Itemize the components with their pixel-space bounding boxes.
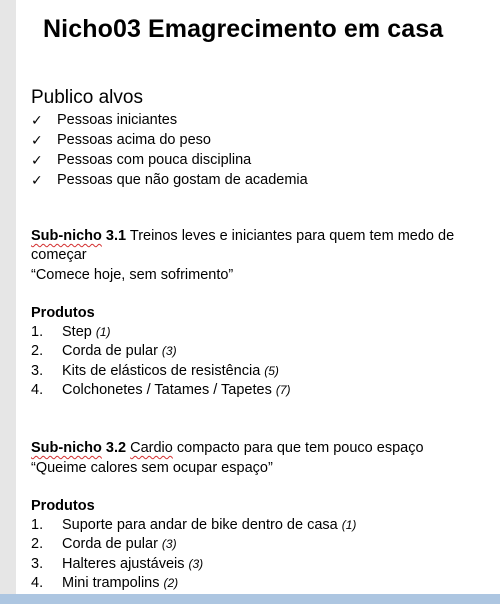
product-name: Mini trampolins (62, 575, 160, 592)
list-item (31, 516, 356, 535)
list-number: 2. (31, 536, 44, 553)
product-qty: (7) (275, 383, 291, 398)
subniche-number: 3.1 (105, 228, 127, 244)
subniche-description-rest: compacto para que tem pouco espaço (176, 440, 424, 456)
list-number: 2. (31, 343, 44, 360)
product-name: Colchonetes / Tatames / Tapetes (62, 382, 272, 399)
left-page-margin (0, 0, 16, 604)
checkmark-icon: ✓ (31, 112, 43, 128)
product-name: Corda de pular (62, 536, 158, 553)
publico-alvos-list (31, 110, 308, 190)
list-item (31, 150, 308, 170)
subniche-3-1-description-cont: começar (31, 247, 87, 263)
list-number: 3. (31, 362, 44, 379)
product-qty: (1) (341, 518, 357, 532)
list-item-text: Pessoas acima do peso (57, 132, 211, 148)
product-qty: (2) (163, 576, 179, 591)
produtos-heading-1: Produtos (31, 305, 95, 321)
product-qty: (5) (264, 363, 279, 378)
product-qty: (3) (161, 537, 177, 552)
list-item (31, 170, 308, 190)
list-item (31, 130, 308, 150)
list-item (31, 110, 308, 130)
product-name: Corda de pular (62, 343, 158, 360)
document-page[interactable] (16, 0, 500, 594)
product-qty: (1) (95, 325, 111, 339)
checkmark-icon: ✓ (31, 152, 43, 168)
product-qty: (3) (161, 344, 177, 359)
product-name: Kits de elásticos de resistência (62, 362, 261, 379)
produtos-list-2 (31, 516, 356, 594)
list-item (31, 323, 291, 342)
produtos-list-1 (31, 323, 291, 401)
document-title: Nicho03 Emagrecimento em casa (43, 15, 444, 43)
subniche-label: Sub-nicho (31, 440, 102, 456)
product-name: Halteres ajustáveis (62, 555, 185, 572)
subniche-number: 3.2 (105, 440, 127, 456)
subniche-description-line1: Treinos leves e iniciantes para quem tem medo de (129, 228, 455, 244)
subniche-3-2-description (31, 439, 424, 458)
list-number: 4. (31, 575, 44, 592)
window-bottom-bar (0, 594, 500, 604)
product-qty: (3) (188, 556, 204, 571)
list-item-text: Pessoas com pouca disciplina (57, 152, 252, 168)
list-number: 1. (31, 324, 44, 340)
list-item-text: Pessoas que não gostam de academia (57, 172, 308, 188)
list-item (31, 342, 291, 361)
list-number: 3. (31, 555, 44, 572)
list-item-text: Pessoas iniciantes (57, 112, 178, 128)
checkmark-icon: ✓ (31, 132, 43, 148)
product-name: Step (62, 324, 92, 340)
list-item (31, 535, 356, 554)
publico-alvos-heading: Publico alvos (31, 87, 143, 108)
subniche-3-1-description (31, 227, 454, 246)
list-number: 4. (31, 382, 44, 399)
subniche-3-2-slogan: “Queime calores sem ocupar espaço” (31, 460, 273, 476)
checkmark-icon: ✓ (31, 172, 43, 188)
product-name: Suporte para andar de bike dentro de casa (62, 517, 338, 533)
subniche-label: Sub-nicho (31, 228, 102, 244)
list-number: 1. (31, 517, 44, 533)
subniche-3-1-slogan: “Comece hoje, sem sofrimento” (31, 267, 234, 283)
list-item (31, 574, 356, 593)
subniche-description-word: Cardio (130, 440, 173, 456)
list-item (31, 555, 356, 574)
produtos-heading-2: Produtos (31, 498, 95, 514)
list-item (31, 381, 291, 400)
list-item (31, 362, 291, 381)
